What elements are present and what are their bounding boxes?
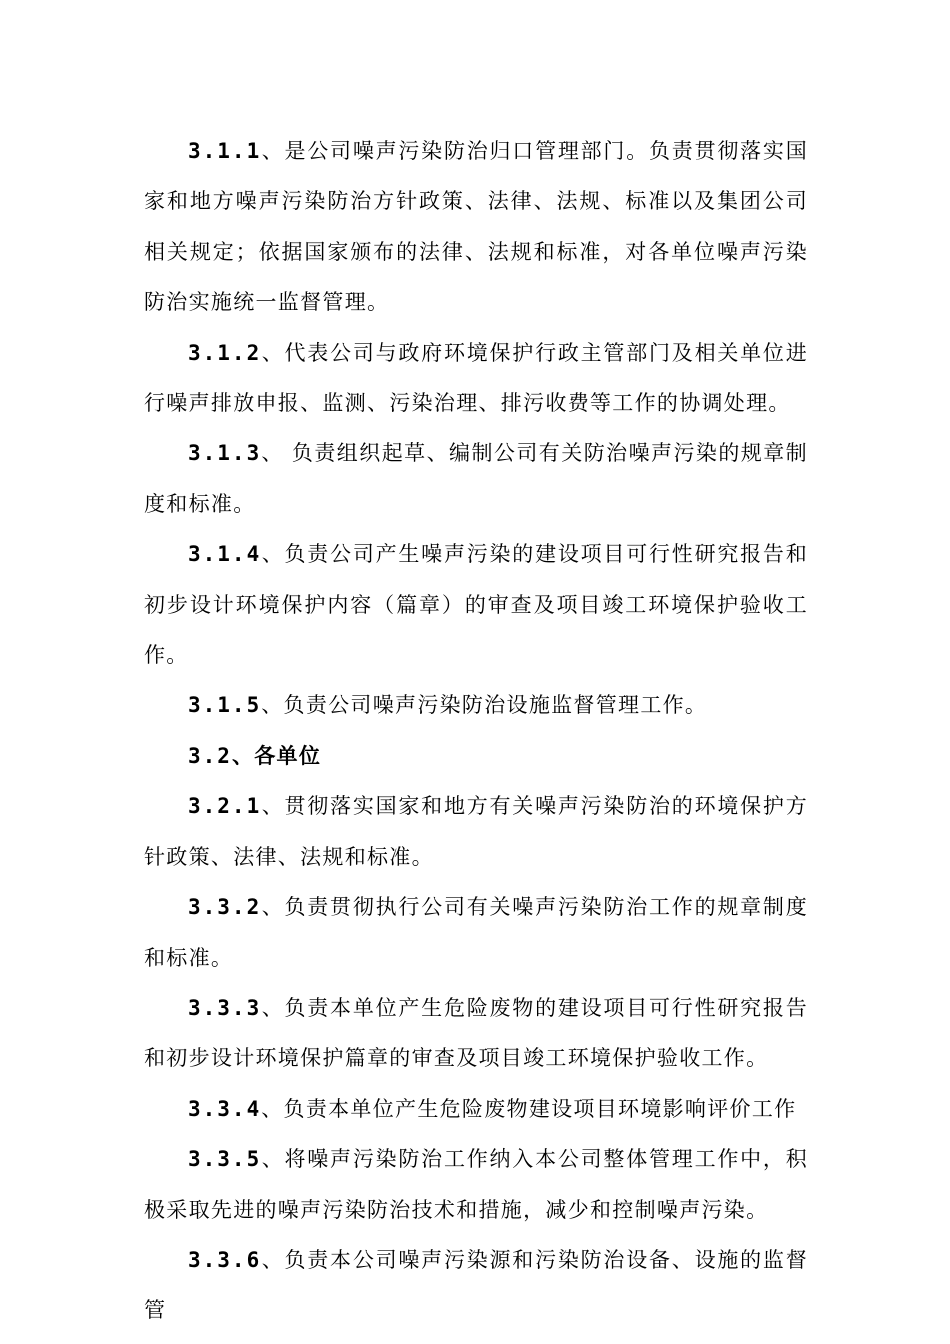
clause-text: 、是公司噪声污染防治归口管理部门。负责贯彻落实国家和地方噪声污染防治方针政策、法律、法规、标准以及集团公司相关规定；依据国家颁布的法律、法规和标准，对各单位噪声污染防治实施统一监督管理。 xyxy=(144,139,808,315)
paragraph-3-1-3 xyxy=(144,428,808,529)
clause-number: 3.1.1 xyxy=(188,139,262,163)
clause-number: 3.1.5 xyxy=(188,693,262,718)
paragraph-3-3-5 xyxy=(144,1134,808,1235)
clause-text: 、负责公司产生噪声污染的建设项目可行性研究报告和初步设计环境保护内容（篇章）的审查及项目竣工环境保护验收工作。 xyxy=(144,542,808,668)
clause-text: 、负责本公司噪声污染源和污染防治设备、设施的监督管 xyxy=(144,1247,808,1323)
clause-text: 、 负责组织起草、编制公司有关防治噪声污染的规章制度和标准。 xyxy=(144,441,808,516)
clause-number: 3.3.2 xyxy=(188,895,262,920)
section-number: 3.2 xyxy=(188,743,232,768)
clause-number: 3.3.4 xyxy=(188,1096,262,1121)
paragraph-3-1-1 xyxy=(144,126,808,328)
clause-number: 3.1.4 xyxy=(188,542,262,567)
clause-number: 3.3.6 xyxy=(188,1247,262,1272)
paragraph-3-2-1 xyxy=(144,781,808,882)
clause-text: 、负责贯彻执行公司有关噪声污染防治工作的规章制度和标准。 xyxy=(144,895,808,970)
paragraph-3-1-5 xyxy=(144,680,808,730)
clause-text: 、负责本单位产生危险废物建设项目环境影响评价工作 xyxy=(261,1096,797,1121)
paragraph-3-3-4 xyxy=(144,1084,808,1134)
clause-number: 3.3.3 xyxy=(188,995,262,1020)
paragraph-3-3-6 xyxy=(144,1235,808,1336)
clause-number: 3.1.3 xyxy=(188,441,262,466)
section-title: 、各单位 xyxy=(231,742,322,768)
section-heading-3-2 xyxy=(144,731,808,781)
document-body xyxy=(144,126,808,1336)
paragraph-3-3-2 xyxy=(144,882,808,983)
clause-number: 3.3.5 xyxy=(188,1147,262,1172)
clause-number: 3.1.2 xyxy=(188,340,262,365)
clause-text: 、负责本单位产生危险废物的建设项目可行性研究报告和初步设计环境保护篇章的审查及项目竣工环境保护验收工作。 xyxy=(144,995,808,1071)
clause-text: 、负责公司噪声污染防治设施监督管理工作。 xyxy=(261,693,708,718)
clause-text: 、贯彻落实国家和地方有关噪声污染防治的环境保护方针政策、法律、法规和标准。 xyxy=(144,794,808,869)
clause-number: 3.2.1 xyxy=(188,794,262,819)
paragraph-3-1-2 xyxy=(144,328,808,429)
paragraph-3-1-4 xyxy=(144,529,808,680)
paragraph-3-3-3 xyxy=(144,983,808,1084)
clause-text: 、将噪声污染防治工作纳入本公司整体管理工作中，积极采取先进的噪声污染防治技术和措施，减少和控制噪声污染。 xyxy=(144,1147,808,1222)
clause-text: 、代表公司与政府环境保护行政主管部门及相关单位进行噪声排放申报、监测、污染治理、排污收费等工作的协调处理。 xyxy=(144,340,808,416)
